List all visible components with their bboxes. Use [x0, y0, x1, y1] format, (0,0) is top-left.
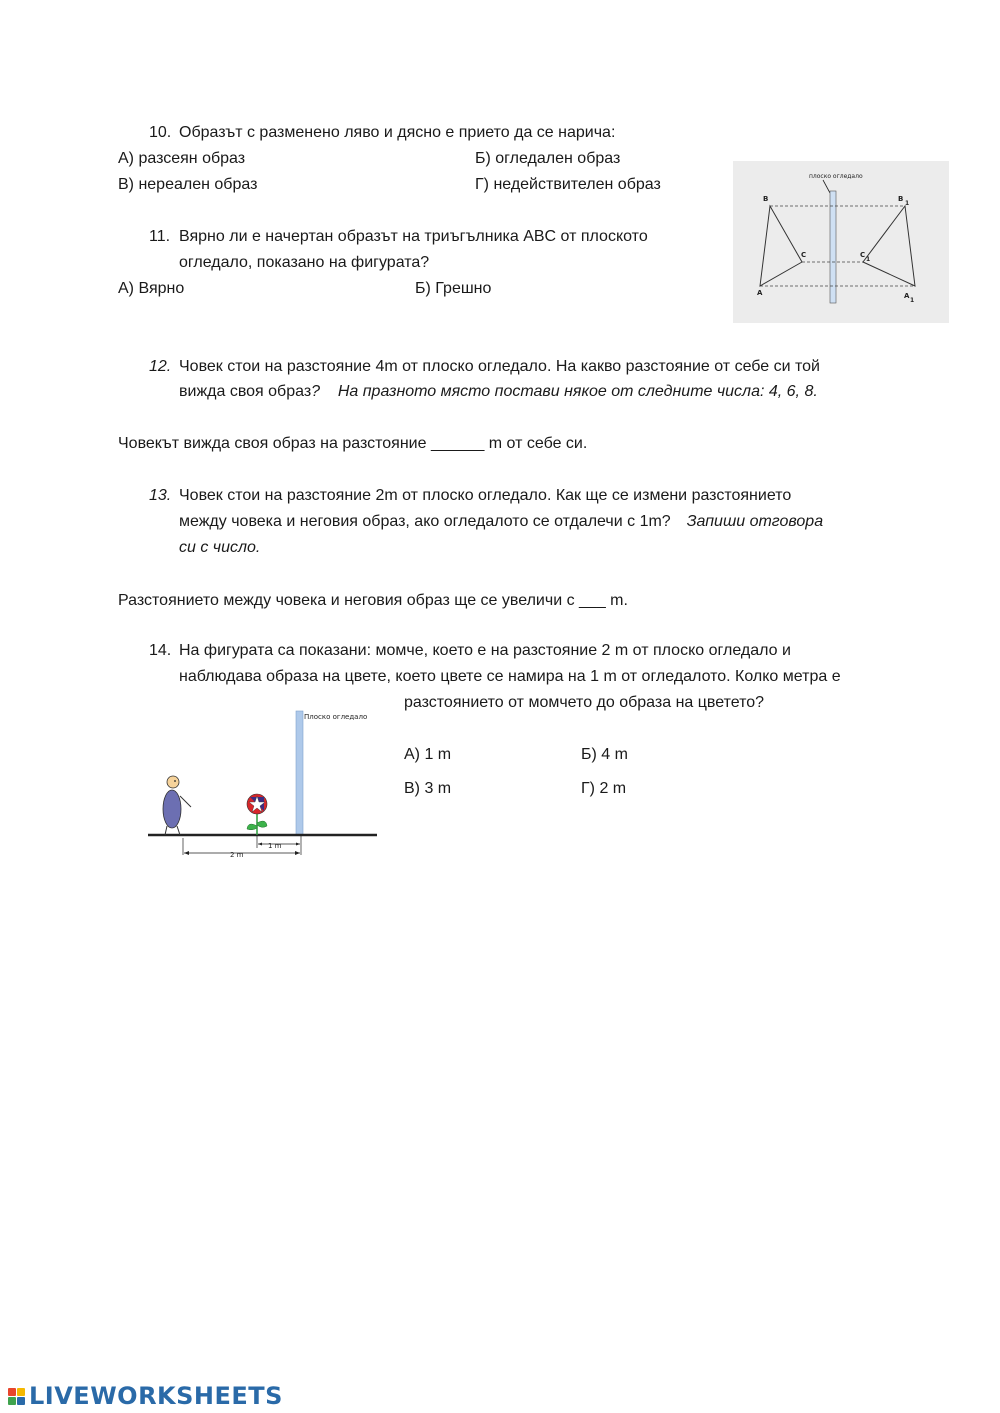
q12-number: 12.: [149, 358, 172, 375]
q12-question-line1: Човек стои на разстояние 4m от плоско огледало. На какво разстояние от себе си той: [179, 358, 820, 375]
label-b1-sub: 1: [905, 200, 910, 207]
q13-question-line2-hint: Запиши отговора: [686, 513, 824, 530]
distance-1m-label: 1 m: [268, 842, 282, 850]
q14-option-a[interactable]: А) 1 m: [404, 746, 452, 763]
label-a1-sub: 1: [910, 297, 915, 304]
q10-option-b[interactable]: Б) огледален образ: [475, 150, 621, 167]
label-a: A: [757, 289, 763, 297]
q14-question-line1: На фигурата са показани: момче, което е на разстояние 2 m от плоско огледало и: [179, 642, 791, 659]
liveworksheets-logo[interactable]: [8, 1381, 283, 1411]
label-c: C: [801, 251, 807, 259]
flower-figure: [247, 794, 267, 835]
q13-question-line2-text: между човека и неговия образ, ако огледалото се отдалечи с 1m?: [179, 513, 671, 530]
logo-cubes-icon: [8, 1388, 25, 1405]
q12-question-line2-hint: ? На празното място постави някое от следните числа: 4, 6, 8.: [311, 383, 818, 400]
q13-question-line1: Човек стои на разстояние 2m от плоско огледало. Как ще се измени разстоянието: [179, 487, 792, 504]
q14-question-line3: разстоянието от момчето до образа на цветето?: [404, 694, 765, 711]
q14-question-line2: наблюдава образа на цвете, което цвете се намира на 1 m от огледалото. Колко метра е: [179, 668, 841, 685]
q14-number: 14.: [149, 642, 172, 659]
mirror-label: плоско огледало: [809, 173, 863, 180]
label-a1: A: [904, 292, 910, 300]
q13-question-line2: [179, 512, 823, 532]
q13-question-line3: си с число.: [179, 539, 261, 556]
boy-figure: [163, 776, 191, 835]
boy-flower-mirror-figure: [146, 708, 380, 864]
label-c1-sub: 1: [866, 256, 871, 263]
q10-option-c[interactable]: В) нереален образ: [118, 176, 258, 193]
label-b1: B: [898, 195, 904, 203]
label-c1: C: [860, 251, 866, 259]
q13-number: 13.: [149, 487, 172, 504]
q14-option-b[interactable]: Б) 4 m: [581, 746, 628, 763]
q10-option-a[interactable]: А) разсеян образ: [118, 150, 246, 167]
distance-2m-label: 2 m: [230, 851, 244, 859]
q14-option-c[interactable]: В) 3 m: [404, 780, 452, 797]
q11-question-line1: Вярно ли е начертан образът на триъгълника ABC от плоското: [179, 228, 648, 245]
q11-number: 11.: [149, 228, 171, 245]
q11-question-line2: огледало, показано на фигурата?: [179, 254, 430, 271]
mirror-label: Плоско огледало: [304, 713, 368, 721]
q10-option-d[interactable]: Г) недействителен образ: [475, 176, 661, 193]
q10-number: 10.: [149, 124, 172, 141]
triangle-mirror-figure: [733, 161, 949, 323]
plane-mirror: [296, 711, 303, 835]
brand-name: LIVEWORKSHEETS: [29, 1382, 283, 1410]
q11-option-a[interactable]: А) Вярно: [118, 280, 185, 297]
q12-question-line2: [179, 382, 818, 402]
q14-option-d[interactable]: Г) 2 m: [581, 780, 627, 797]
q10-question: Образът с разменено ляво и дясно е прието да се нарича:: [179, 124, 616, 141]
q12-answer-line[interactable]: Човекът вижда своя образ на разстояние ______ m от себе си.: [118, 435, 588, 452]
q13-answer-line[interactable]: Разстоянието между човека и неговия образ ще се увеличи с ___ m.: [118, 592, 628, 609]
q12-question-line2-text: вижда своя образ: [179, 383, 312, 400]
label-b: B: [763, 195, 769, 203]
q11-option-b[interactable]: Б) Грешно: [415, 280, 492, 297]
